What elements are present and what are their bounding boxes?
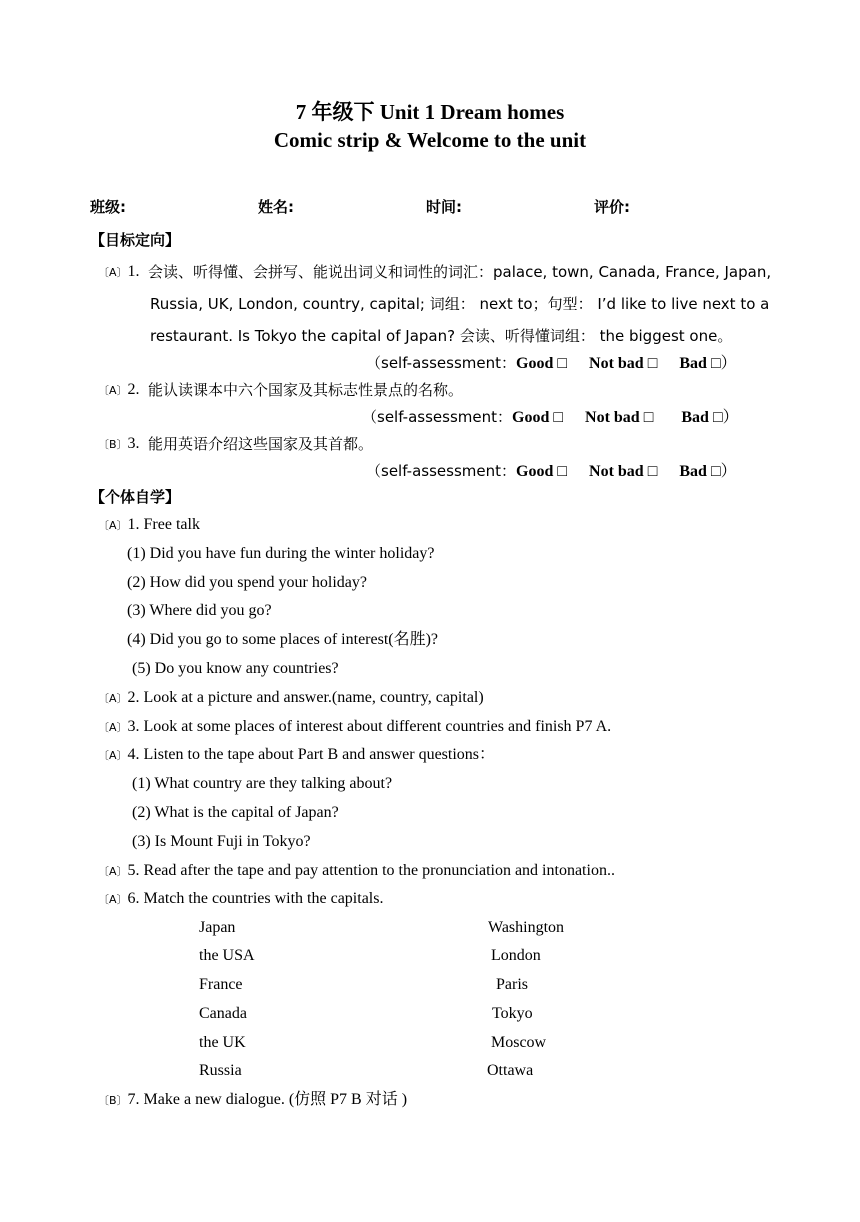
- checkbox-not-bad[interactable]: □: [643, 409, 654, 426]
- level-tag: 〔B〕: [98, 1094, 128, 1107]
- goal-item: [98, 434, 140, 455]
- capital-item: Ottawa: [487, 1062, 534, 1079]
- capital-item: Washington: [488, 919, 565, 936]
- level-tag: 〔A〕: [98, 865, 128, 878]
- name-label: 姓名:: [258, 198, 294, 216]
- page-subtitle: Comic strip & Welcome to the unit: [273, 128, 587, 152]
- level-tag: 〔A〕: [98, 519, 128, 532]
- level-tag: 〔A〕: [98, 384, 128, 397]
- checkbox-not-bad[interactable]: □: [647, 463, 658, 480]
- task-line: 〔A〕2. Look at a picture and answer.(name, country, capital): [98, 689, 484, 706]
- section-heading-self-study: 【个体自学】: [90, 488, 181, 506]
- goal-text-line: 能认读课本中六个国家及其标志性景点的名称。: [148, 381, 464, 399]
- capital-item: Tokyo: [492, 1005, 533, 1022]
- checkbox-bad[interactable]: □: [710, 463, 721, 480]
- goal-number: 2.: [127, 381, 140, 398]
- goal-item: [98, 262, 140, 283]
- goal-text-line: 会读、听得懂、会拼写、能说出词义和词性的词汇：palace, town, Canada, France, Japan,: [148, 263, 772, 281]
- page-title: 7 年级下 Unit 1 Dream homes: [295, 100, 565, 124]
- question-line: (3) Where did you go?: [127, 602, 272, 619]
- capital-item: Paris: [496, 976, 528, 993]
- country-item: the USA: [199, 947, 255, 964]
- goal-text-line: Russia, UK, London, country, capital; 词组： next to；句型： I’d like to live next to a: [150, 295, 770, 313]
- self-assessment: （self-assessment：Good □ Not bad □ Bad □）: [366, 461, 737, 480]
- checkbox-bad[interactable]: □: [712, 409, 723, 426]
- level-tag: 〔A〕: [98, 266, 128, 279]
- capital-item: Moscow: [491, 1034, 547, 1051]
- self-assessment: （self-assessment：Good □ Not bad □ Bad □）: [362, 407, 739, 426]
- task-line: 〔A〕3. Look at some places of interest about different countries and finish P7 A.: [98, 718, 612, 735]
- country-item: Russia: [199, 1062, 242, 1079]
- question-line: (4) Did you go to some places of interest(名胜)?: [127, 631, 439, 648]
- question-line: (3) Is Mount Fuji in Tokyo?: [132, 833, 311, 850]
- checkbox-bad[interactable]: □: [710, 355, 721, 372]
- goal-item: [98, 380, 140, 401]
- goal-number: 3.: [127, 435, 140, 452]
- capital-item: London: [491, 947, 541, 964]
- checkbox-good[interactable]: □: [557, 355, 568, 372]
- goal-text-line: restaurant. Is Tokyo the capital of Japan? 会读、听得懂词组： the biggest one。: [150, 327, 733, 345]
- self-assessment: （self-assessment：Good □ Not bad □ Bad □）: [366, 353, 737, 372]
- task-line: 〔A〕1. Free talk: [98, 516, 200, 533]
- question-line: (1) What country are they talking about?: [132, 775, 393, 792]
- question-line: (5) Do you know any countries?: [132, 660, 339, 677]
- level-tag: 〔A〕: [98, 893, 128, 906]
- checkbox-good[interactable]: □: [557, 463, 568, 480]
- task-line: 〔B〕7. Make a new dialogue. (仿照 P7 B 对话 ): [98, 1091, 408, 1108]
- level-tag: 〔B〕: [98, 438, 128, 451]
- question-line: (2) What is the capital of Japan?: [132, 804, 339, 821]
- task-line: 〔A〕5. Read after the tape and pay attention to the pronunciation and intonation..: [98, 862, 615, 879]
- checkbox-good[interactable]: □: [553, 409, 564, 426]
- country-item: Japan: [199, 919, 236, 936]
- evaluation-label: 评价:: [594, 198, 630, 216]
- question-line: (1) Did you have fun during the winter holiday?: [127, 545, 435, 562]
- task-line: 〔A〕6. Match the countries with the capitals.: [98, 890, 384, 907]
- class-label: 班级:: [90, 198, 126, 216]
- goal-text-line: 能用英语介绍这些国家及其首都。: [148, 435, 374, 453]
- time-label: 时间:: [426, 198, 462, 216]
- country-item: the UK: [199, 1034, 246, 1051]
- country-item: France: [199, 976, 243, 993]
- question-line: (2) How did you spend your holiday?: [127, 574, 367, 591]
- task-line: 〔A〕4. Listen to the tape about Part B and answer questions：: [98, 746, 496, 763]
- section-heading-goals: 【目标定向】: [90, 231, 181, 249]
- goal-number: 1.: [127, 263, 140, 280]
- level-tag: 〔A〕: [98, 721, 128, 734]
- country-item: Canada: [199, 1005, 247, 1022]
- level-tag: 〔A〕: [98, 692, 128, 705]
- level-tag: 〔A〕: [98, 749, 128, 762]
- checkbox-not-bad[interactable]: □: [647, 355, 658, 372]
